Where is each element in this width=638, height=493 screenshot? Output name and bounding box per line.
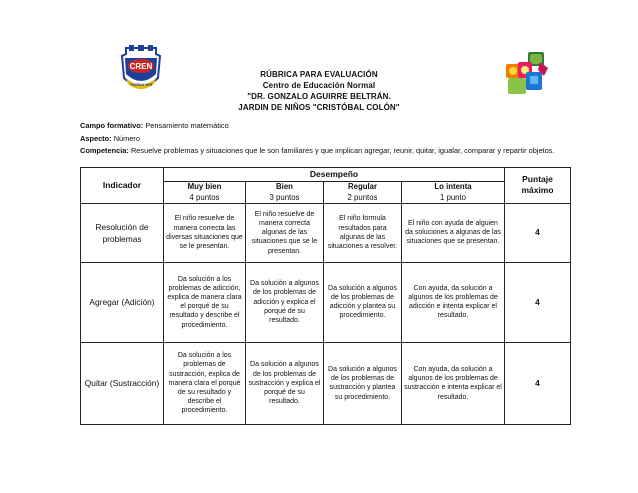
indicador-cell: Resolución de problemas [81, 203, 164, 262]
campo-formativo-line [80, 120, 570, 133]
indicador-cell: Agregar (Adición) [81, 262, 164, 342]
campo-value: Pensamiento matemático [145, 121, 229, 130]
level-points: 1 punto [402, 192, 505, 203]
indicador-cell: Quitar (Sustracción) [81, 342, 164, 424]
level-points: 3 puntos [246, 192, 324, 203]
level-points: 4 puntos [164, 192, 246, 203]
header-institution-name: "DR. GONZALO AGUIRRE BELTRÁN. [247, 92, 391, 101]
header-title: RÚBRICA PARA EVALUACIÓN [260, 70, 378, 79]
indicador-header: Indicador [81, 168, 164, 204]
competencia-label: Competencia: [80, 146, 129, 155]
aspecto-value: Número [113, 133, 140, 143]
table-row [81, 262, 571, 342]
desempeno-header: Desempeño [164, 168, 505, 182]
criteria-cell: El niño resuelve de manera correcta algunas de las situaciones que se le presentan. [246, 203, 324, 262]
score-cell: 4 [505, 203, 571, 262]
header-institution: Centro de Educación Normal [262, 81, 376, 90]
header-school: JARDIN DE NIÑOS "CRISTÓBAL COLÓN" [238, 103, 400, 112]
criteria-cell: Da solución a algunos de los problemas de adicción y explica el porqué de su resultado. [246, 262, 324, 342]
criteria-cell: Con ayuda, da solución a algunos de los problemas de sustracción e intenta explicar el resultado. [402, 342, 505, 424]
criteria-cell: Da solución a algunos de los problemas de sustracción y plantea su procedimiento. [324, 342, 402, 424]
campo-label: Campo formativo: [80, 121, 144, 130]
criteria-cell: Da solución a los problemas de sustracción, explica de manera clara el porqué de su resultado y describe el procedimiento. [164, 342, 246, 424]
table-row [81, 203, 571, 262]
logo-cren-text: CREN [129, 62, 153, 71]
rubric-table [80, 167, 571, 425]
aspecto-line [80, 133, 570, 146]
criteria-cell: Da solución a algunos de los problemas de adicción y plantea su procedimiento. [324, 262, 402, 342]
level-name: Muy bien [164, 181, 246, 192]
logo-subtext: TUXPAN VER [129, 83, 153, 87]
level-name: Bien [246, 181, 324, 192]
score-cell: 4 [505, 262, 571, 342]
level-name: Lo intenta [402, 181, 505, 192]
criteria-cell: El niño resuelve de manera correcta las diversas situaciones que se le presentan. [164, 203, 246, 262]
criteria-cell: Da solución a los problemas de adicción, explica de manera clara el porqué de su resultado y describe el procedimiento. [164, 262, 246, 342]
criteria-cell: Da solución a algunos de los problemas de sustracción y explica el porqué de su resultado. [246, 342, 324, 424]
level-points: 2 puntos [324, 192, 402, 203]
score-cell: 4 [505, 342, 571, 424]
criteria-cell: Con ayuda, da solución a algunos de los problemas de adicción e intenta explicar el resultado. [402, 262, 505, 342]
criteria-cell: El niño con ayuda de alguien da soluciones a algunas de las situaciones que se presentan. [402, 203, 505, 262]
competencia-value: Resuelve problemas y situaciones que le son familiares y que implican agregar, reunir, quitar, igualar, comparar y repartir objetos. [130, 146, 555, 155]
criteria-cell: El niño formula resultados para algunas de las situaciones a resolver. [324, 203, 402, 262]
puntaje-header: Puntaje máximo [505, 168, 571, 204]
aspecto-label: Aspecto: [80, 133, 112, 143]
level-name: Regular [324, 181, 402, 192]
document-header [0, 69, 638, 113]
table-row [81, 342, 571, 424]
